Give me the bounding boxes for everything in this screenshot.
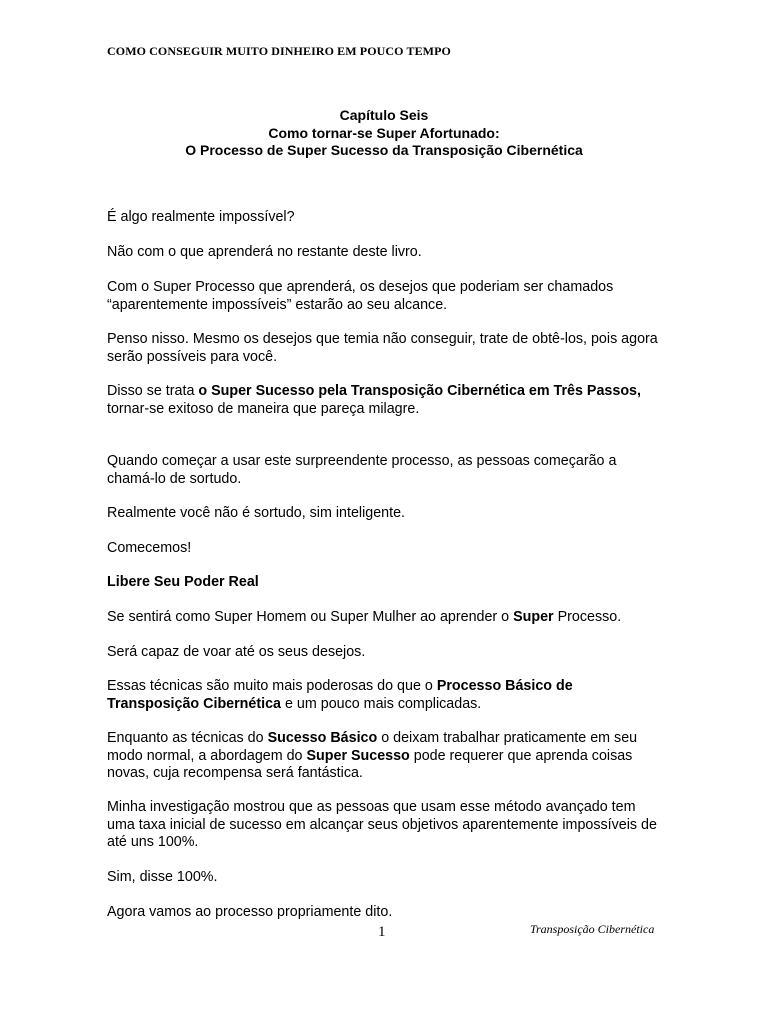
section-heading: Libere Seu Poder Real (107, 574, 259, 590)
chapter-heading (0, 107, 768, 160)
paragraph-11-text-c: e um pouco mais complicadas. (281, 695, 482, 712)
paragraph-1: É algo realmente impossível? (107, 209, 295, 225)
paragraph-10: Será capaz de voar até os seus desejos. (107, 644, 366, 660)
paragraph-2: Não com o que aprenderá no restante deste livro. (107, 244, 422, 260)
paragraph-5-bold: o Super Sucesso pela Transposição Cibernética em Três Passos, (198, 383, 641, 399)
paragraph-5-text-a: Disso se trata (107, 383, 199, 399)
paragraph-11 (107, 678, 667, 713)
paragraph-3: Com o Super Processo que aprenderá, os desejos que poderiam ser chamados “aparentemente impossíveis” estarão ao seu alcance. (107, 279, 614, 313)
paragraph-9-bold: Super (513, 609, 554, 625)
paragraph-4: Penso nisso. Mesmo os desejos que temia não conseguir, trate de obtê-los, pois agora serão possíveis para você. (107, 331, 658, 365)
paragraph-11-bold: Processo Básico de Transposição Cibernética (107, 678, 573, 712)
paragraph-6: Quando começar a usar este surpreendente processo, as pessoas começarão a chamá-lo de sortudo. (107, 453, 617, 487)
running-footer: Transposição Cibernética (530, 922, 655, 936)
paragraph-12-text-e: pode requerer que aprenda coisas novas, cuja recompensa será fantástica. (107, 747, 633, 781)
running-header: COMO CONSEGUIR MUITO DINHEIRO EM POUCO TEMPO (107, 44, 451, 58)
paragraph-7: Realmente você não é sortudo, sim inteligente. (107, 505, 406, 521)
paragraph-11-text-a: Essas técnicas são muito mais poderosas do que o (107, 678, 437, 694)
paragraph-12-bold-2: Super Sucesso (306, 747, 410, 764)
paragraph-15: Agora vamos ao processo propriamente dito. (107, 904, 393, 920)
paragraph-12 (107, 730, 667, 783)
page-number: 1 (378, 924, 386, 940)
paragraph-12-text-c: o deixam trabalhar praticamente em seu modo normal, a abordagem do (107, 730, 638, 764)
paragraph-8: Comecemos! (107, 540, 192, 556)
chapter-subtitle: O Processo de Super Sucesso da Transposição Cibernética (185, 142, 583, 158)
chapter-title: Como tornar-se Super Afortunado: (268, 124, 500, 141)
paragraph-5-text-c: tornar-se exitoso de maneira que pareça milagre. (107, 400, 420, 417)
paragraph-5 (107, 383, 667, 418)
paragraph-9-text-c: Processo. (553, 609, 622, 625)
paragraph-9 (107, 609, 667, 627)
paragraph-13: Minha investigação mostrou que as pessoas que usam esse método avançado tem uma taxa inicial de sucesso em alcançar seus objetivos aparentemente impossíveis de até uns 100%. (107, 799, 657, 850)
paragraph-14: Sim, disse 100%. (107, 869, 218, 885)
chapter-label: Capítulo Seis (339, 107, 429, 123)
paragraph-12-bold-1: Sucesso Básico (267, 730, 378, 746)
paragraph-9-text-a: Se sentirá como Super Homem ou Super Mulher ao aprender o (107, 609, 514, 625)
paragraph-12-text-a: Enquanto as técnicas do (107, 730, 268, 746)
